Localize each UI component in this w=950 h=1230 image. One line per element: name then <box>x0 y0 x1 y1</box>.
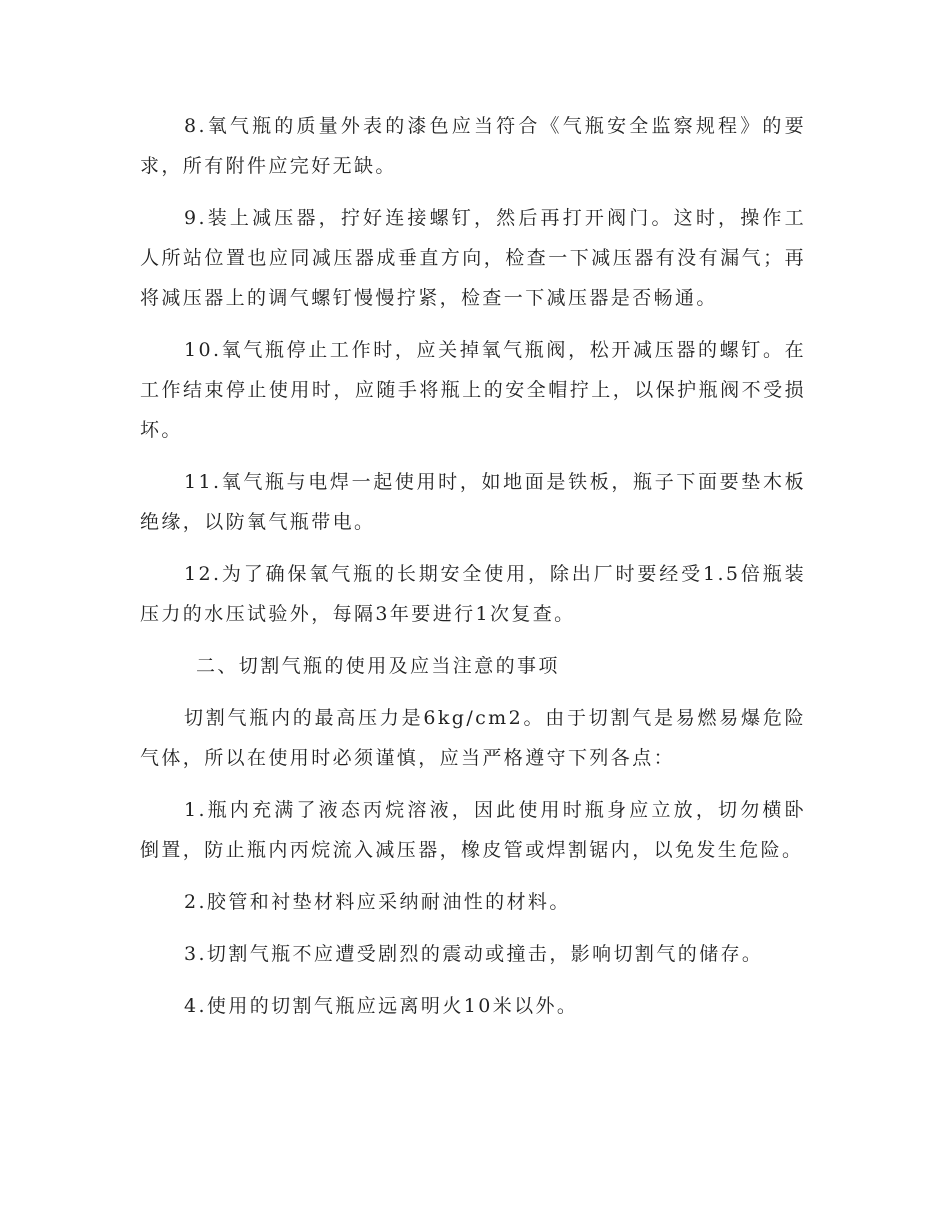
list-item-3: 3.切割气瓶不应遭受剧烈的震动或撞击，影响切割气的储存。 <box>184 943 764 965</box>
paragraph-item-11: 11.氧气瓶与电焊一起使用时，如地面是铁板，瓶子下面要垫木板绝缘，以防氧气瓶带电。 <box>140 471 806 533</box>
paragraph-item-9: 9.装上减压器，拧好连接螺钉，然后再打开阀门。这时，操作工人所站位置也应同减压器成垂直方向，检查一下减压器有没有漏气；再将减压器上的调气螺钉慢慢拧紧，检查一下减压器是否畅通。 <box>140 207 806 309</box>
section-intro: 切割气瓶内的最高压力是6kg/cm2。由于切割气是易燃易爆危险气体，所以在使用时必须谨慎，应当严格遵守下列各点： <box>140 707 806 769</box>
document-body <box>140 106 806 1038</box>
list-item-2: 2.胶管和衬垫材料应采纳耐油性的材料。 <box>184 891 571 913</box>
paragraph-item-8: 8.氧气瓶的质量外表的漆色应当符合《气瓶安全监察规程》的要求，所有附件应完好无缺。 <box>140 115 806 177</box>
section-heading: 二、切割气瓶的使用及应当注意的事项 <box>196 655 560 677</box>
paragraph-item-10: 10.氧气瓶停止工作时，应关掉氧气瓶阀，松开减压器的螺钉。在工作结束停止使用时，应随手将瓶上的安全帽拧上，以保护瓶阀不受损坏。 <box>140 339 806 441</box>
paragraph-item-12: 12.为了确保氧气瓶的长期安全使用，除出厂时要经受1.5倍瓶装压力的水压试验外，每隔3年要进行1次复查。 <box>140 563 806 625</box>
list-item-4: 4.使用的切割气瓶应远离明火10米以外。 <box>184 995 579 1017</box>
list-item-1: 1.瓶内充满了液态丙烷溶液，因此使用时瓶身应立放，切勿横卧倒置，防止瓶内丙烷流入减压器，橡皮管或焊割锯内，以免发生危险。 <box>140 799 806 861</box>
